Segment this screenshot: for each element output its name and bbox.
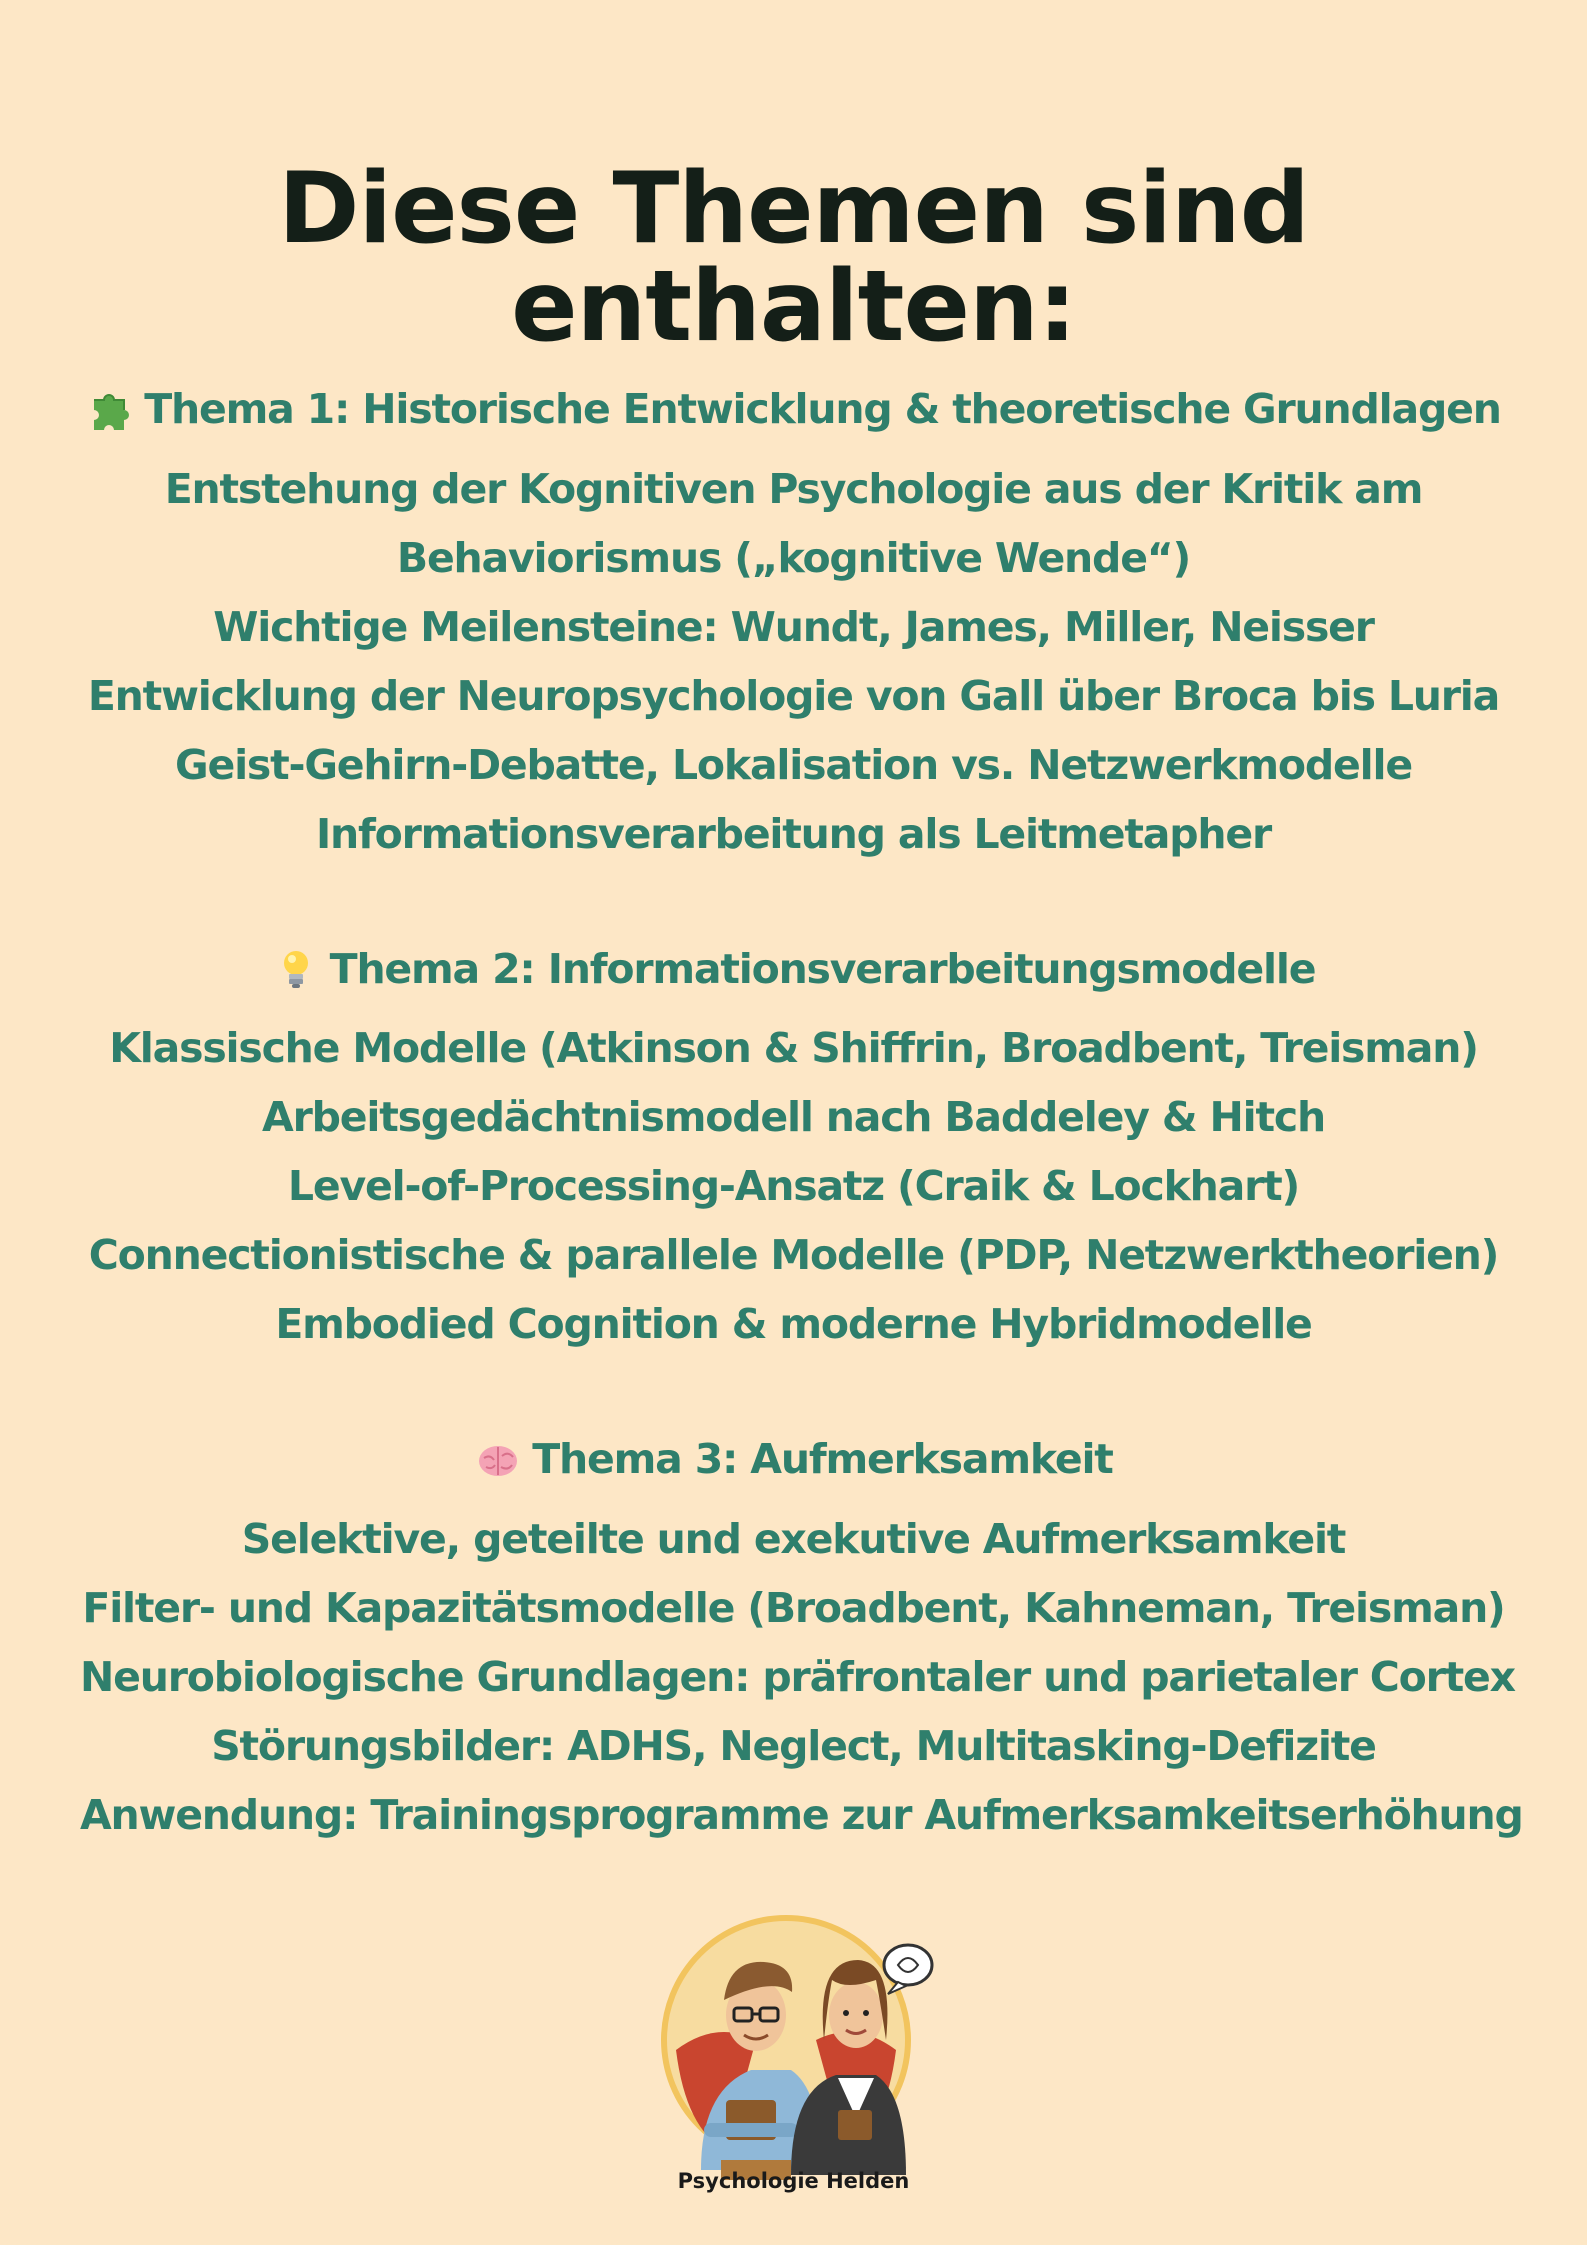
topic-item: Embodied Cognition & moderne Hybridmodelle xyxy=(275,1300,1312,1348)
topic-heading: Thema 1: Historische Entwicklung & theoretische Grundlagen xyxy=(144,385,1501,433)
topic-item: Connectionistische & parallele Modelle (PDP, Netzwerktheorien) xyxy=(88,1231,1499,1279)
topic-item: Informationsverarbeitung als Leitmetapher xyxy=(315,809,1272,858)
topic-item: Filter- und Kapazitätsmodelle (Broadbent, Kahneman, Treisman) xyxy=(82,1583,1505,1632)
topic-heading: Thema 3: Aufmerksamkeit xyxy=(532,1435,1113,1483)
topic-item: Level-of-Processing-Ansatz (Craik & Lockhart) xyxy=(287,1162,1300,1210)
topic-3 xyxy=(80,1425,1523,1850)
logo-caption: Psychologie Helden xyxy=(677,2169,910,2193)
brain-icon xyxy=(474,1436,522,1484)
topic-item: Arbeitsgedächtnismodell nach Baddeley & Hitch xyxy=(262,1093,1325,1141)
topic-item: Geist-Gehirn-Debatte, Lokalisation vs. Netzwerkmodelle xyxy=(175,740,1412,789)
topic-2 xyxy=(80,935,1507,1360)
topic-1 xyxy=(80,375,1507,869)
topic-item: Entwicklung der Neuropsychologie von Gall über Broca bis Luria xyxy=(87,671,1500,720)
topic-heading: Thema 2: Informationsverarbeitungsmodelle xyxy=(329,944,1316,993)
topic-item: Störungsbilder: ADHS, Neglect, Multitasking-Defizite xyxy=(211,1721,1376,1770)
topic-item: Klassische Modelle (Atkinson & Shiffrin, Broadbent, Treisman) xyxy=(109,1024,1478,1072)
topic-item: Neurobiologische Grundlagen: präfrontaler und parietaler Cortex xyxy=(80,1652,1515,1701)
topic-item: Entstehung der Kognitiven Psychologie aus der Kritik am xyxy=(164,464,1423,513)
topic-item: Behaviorismus („kognitive Wende“) xyxy=(396,533,1191,582)
puzzle-icon xyxy=(86,386,134,434)
topic-item: Wichtige Meilensteine: Wundt, James, Miller, Neisser xyxy=(213,602,1374,651)
topic-list xyxy=(80,375,1523,1916)
page-title: Diese Themen sind enthalten: xyxy=(278,152,1309,364)
topic-item: Anwendung: Trainingsprogramme zur Aufmerksamkeitserhöhung xyxy=(80,1790,1523,1839)
topic-item: Selektive, geteilte und exekutive Aufmerksamkeit xyxy=(241,1514,1346,1563)
lightbulb-icon xyxy=(272,945,320,993)
